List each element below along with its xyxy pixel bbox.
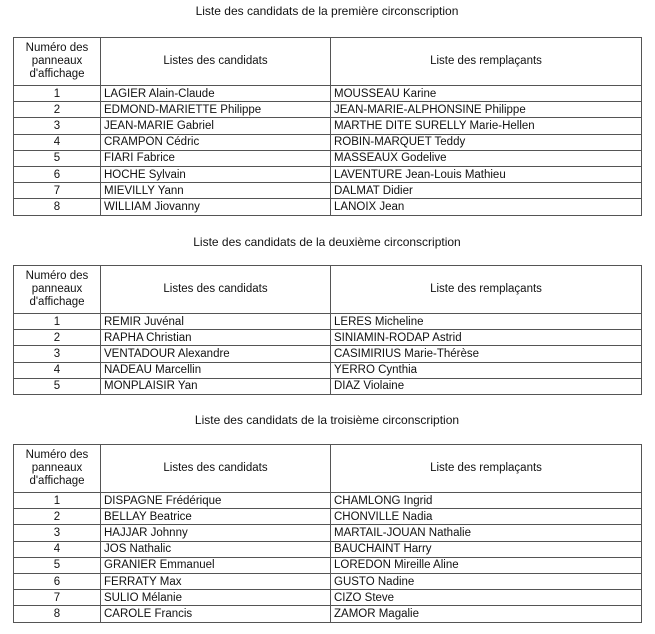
- panel-number: 1: [14, 314, 101, 330]
- panel-number: 7: [14, 590, 101, 606]
- substitute-name: CIZO Steve: [331, 590, 642, 606]
- table-row: [14, 346, 642, 362]
- panel-number: 7: [14, 183, 101, 199]
- section-first-constituency: [13, 3, 641, 216]
- candidate-name: NADEAU Marcellin: [101, 362, 331, 378]
- panel-number: 6: [14, 166, 101, 182]
- panel-number: 6: [14, 573, 101, 589]
- candidate-name: JEAN-MARIE Gabriel: [101, 118, 331, 134]
- substitute-name: GUSTO Nadine: [331, 573, 642, 589]
- candidate-name: EDMOND-MARIETTE Philippe: [101, 102, 331, 118]
- candidate-name: MONPLAISIR Yan: [101, 378, 331, 394]
- substitute-name: ZAMOR Magalie: [331, 606, 642, 622]
- candidate-name: JOS Nathalic: [101, 541, 331, 557]
- table-row: [14, 362, 642, 378]
- candidate-name: CRAMPON Cédric: [101, 134, 331, 150]
- table-row: [14, 199, 642, 215]
- header-substitutes: Liste des remplaçants: [331, 38, 642, 86]
- table-row: [14, 183, 642, 199]
- panel-number: 8: [14, 199, 101, 215]
- candidates-table: [13, 265, 642, 395]
- panel-number: 8: [14, 606, 101, 622]
- table-row: [14, 557, 642, 573]
- table-row: [14, 541, 642, 557]
- panel-number: 2: [14, 102, 101, 118]
- candidates-table: [13, 444, 642, 623]
- substitute-name: SINIAMIN-RODAP Astrid: [331, 330, 642, 346]
- panel-number: 3: [14, 118, 101, 134]
- substitute-name: CHAMLONG Ingrid: [331, 493, 642, 509]
- table-row: [14, 509, 642, 525]
- panel-number: 3: [14, 525, 101, 541]
- candidate-name: SULIO Mélanie: [101, 590, 331, 606]
- substitute-name: CASIMIRIUS Marie-Thérèse: [331, 346, 642, 362]
- candidate-name: BELLAY Beatrice: [101, 509, 331, 525]
- section-title: Liste des candidats de la première circonscription: [195, 4, 459, 18]
- table-row: [14, 150, 642, 166]
- candidate-name: FIARI Fabrice: [101, 150, 331, 166]
- candidate-name: RAPHA Christian: [101, 330, 331, 346]
- table-row: [14, 86, 642, 102]
- panel-number: 2: [14, 330, 101, 346]
- header-number: Numéro des panneaux d'affichage: [14, 266, 101, 314]
- table-row: [14, 573, 642, 589]
- table-row: [14, 525, 642, 541]
- table-row: [14, 378, 642, 394]
- header-candidates: Listes des candidats: [101, 266, 331, 314]
- substitute-name: MARTHE DITE SURELLY Marie-Hellen: [331, 118, 642, 134]
- candidate-name: GRANIER Emmanuel: [101, 557, 331, 573]
- candidate-name: LAGIER Alain-Claude: [101, 86, 331, 102]
- substitute-name: MASSEAUX Godelive: [331, 150, 642, 166]
- table-row: [14, 166, 642, 182]
- table-header-row: [14, 38, 642, 86]
- substitute-name: CHONVILLE Nadia: [331, 509, 642, 525]
- header-substitutes: Liste des remplaçants: [331, 266, 642, 314]
- table-row: [14, 118, 642, 134]
- table-row: [14, 314, 642, 330]
- substitute-name: LAVENTURE Jean-Louis Mathieu: [331, 166, 642, 182]
- candidate-name: DISPAGNE Frédérique: [101, 493, 331, 509]
- table-row: [14, 493, 642, 509]
- table-header-row: [14, 445, 642, 493]
- section-third-constituency: [13, 412, 641, 623]
- candidate-name: MIEVILLY Yann: [101, 183, 331, 199]
- table-header-row: [14, 266, 642, 314]
- substitute-name: JEAN-MARIE-ALPHONSINE Philippe: [331, 102, 642, 118]
- substitute-name: DALMAT Didier: [331, 183, 642, 199]
- candidate-name: CAROLE Francis: [101, 606, 331, 622]
- table-row: [14, 590, 642, 606]
- candidates-table: [13, 37, 642, 216]
- candidate-name: REMIR Juvénal: [101, 314, 331, 330]
- panel-number: 2: [14, 509, 101, 525]
- substitute-name: BAUCHAINT Harry: [331, 541, 642, 557]
- header-candidates: Listes des candidats: [101, 445, 331, 493]
- substitute-name: LOREDON Mireille Aline: [331, 557, 642, 573]
- section-second-constituency: [13, 234, 641, 395]
- substitute-name: YERRO Cynthia: [331, 362, 642, 378]
- panel-number: 1: [14, 493, 101, 509]
- substitute-name: MOUSSEAU Karine: [331, 86, 642, 102]
- section-title: Liste des candidats de la troisième circonscription: [194, 413, 460, 427]
- candidate-name: VENTADOUR Alexandre: [101, 346, 331, 362]
- substitute-name: LERES Micheline: [331, 314, 642, 330]
- substitute-name: ROBIN-MARQUET Teddy: [331, 134, 642, 150]
- header-substitutes: Liste des remplaçants: [331, 445, 642, 493]
- table-row: [14, 102, 642, 118]
- header-number: Numéro des panneaux d'affichage: [14, 38, 101, 86]
- panel-number: 3: [14, 346, 101, 362]
- panel-number: 4: [14, 541, 101, 557]
- panel-number: 4: [14, 134, 101, 150]
- substitute-name: DIAZ Violaine: [331, 378, 642, 394]
- panel-number: 5: [14, 557, 101, 573]
- candidate-name: FERRATY Max: [101, 573, 331, 589]
- candidate-name: HAJJAR Johnny: [101, 525, 331, 541]
- table-row: [14, 330, 642, 346]
- panel-number: 1: [14, 86, 101, 102]
- header-candidates: Listes des candidats: [101, 38, 331, 86]
- substitute-name: LANOIX Jean: [331, 199, 642, 215]
- panel-number: 5: [14, 150, 101, 166]
- panel-number: 5: [14, 378, 101, 394]
- table-row: [14, 134, 642, 150]
- section-title: Liste des candidats de la deuxième circonscription: [193, 235, 461, 249]
- candidate-name: HOCHE Sylvain: [101, 166, 331, 182]
- header-number: Numéro des panneaux d'affichage: [14, 445, 101, 493]
- table-row: [14, 606, 642, 622]
- panel-number: 4: [14, 362, 101, 378]
- substitute-name: MARTAIL-JOUAN Nathalie: [331, 525, 642, 541]
- candidate-name: WILLIAM Jiovanny: [101, 199, 331, 215]
